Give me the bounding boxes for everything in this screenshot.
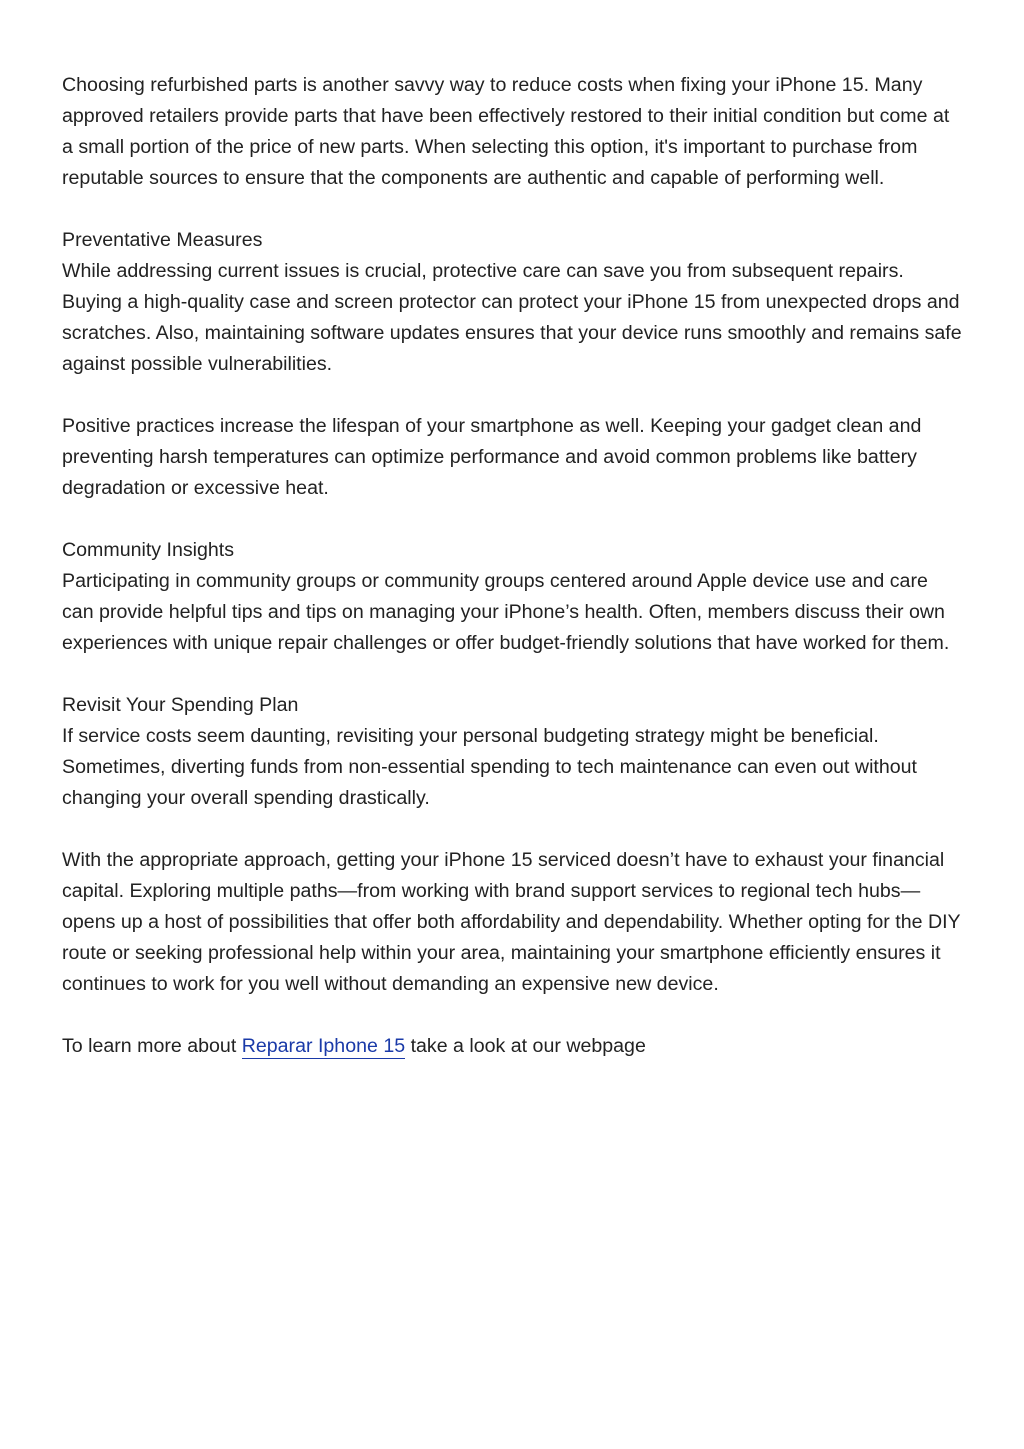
section-heading-community: Community Insights	[62, 539, 235, 561]
section-heading-spending: Revisit Your Spending Plan	[62, 694, 299, 716]
paragraph-preventative: While addressing current issues is crucial, protective care can save you from subsequent repairs. Buying a high-quality case and screen protector can protect your iPhone 15 from unexpected drops and scratches. Also, maintaining software updates ensures that your device runs smoothly and remains safe against possible vulnerabilities.	[62, 260, 962, 375]
cta-prefix: To learn more about	[62, 1035, 242, 1057]
section-heading-preventative: Preventative Measures	[62, 229, 263, 251]
document-body	[62, 70, 962, 1093]
paragraph-community: Participating in community groups or community groups centered around Apple device use and care can provide helpful tips and tips on managing your iPhone’s health. Often, members discuss their own experiences with unique repair challenges or offer budget-friendly solutions that have worked for them.	[62, 570, 950, 654]
reparar-iphone-link[interactable]: Reparar Iphone 15	[241, 1035, 406, 1057]
section-spending-plan	[62, 690, 962, 814]
section-preventative-measures	[62, 225, 962, 380]
paragraph-positive-practices: Positive practices increase the lifespan of your smartphone as well. Keeping your gadget clean and preventing harsh temperatures can optimize performance and avoid common problems like battery degradation or excessive heat.	[62, 415, 922, 499]
paragraph-refurbished-parts: Choosing refurbished parts is another savvy way to reduce costs when fixing your iPhone 15. Many approved retailers provide parts that have been effectively restored to their initial condition but come at a small portion of the price of new parts. When selecting this option, it's important to purchase from reputable sources to ensure that the components are authentic and capable of performing well.	[62, 74, 950, 189]
call-to-action	[62, 1031, 962, 1062]
section-community-insights	[62, 535, 962, 659]
paragraph-spending: If service costs seem daunting, revisiting your personal budgeting strategy might be beneficial. Sometimes, diverting funds from non-essential spending to tech maintenance can even out without changing your overall spending drastically.	[62, 725, 917, 809]
paragraph-conclusion: With the appropriate approach, getting your iPhone 15 serviced doesn’t have to exhaust your financial capital. Exploring multiple paths—from working with brand support services to regional tech hubs—opens up a host of possibilities that offer both affordability and dependability. Whether opting for the DIY route or seeking professional help within your area, maintaining your smartphone efficiently ensures it continues to work for you well without demanding an expensive new device.	[62, 849, 961, 995]
cta-suffix: take a look at our webpage	[405, 1035, 646, 1057]
